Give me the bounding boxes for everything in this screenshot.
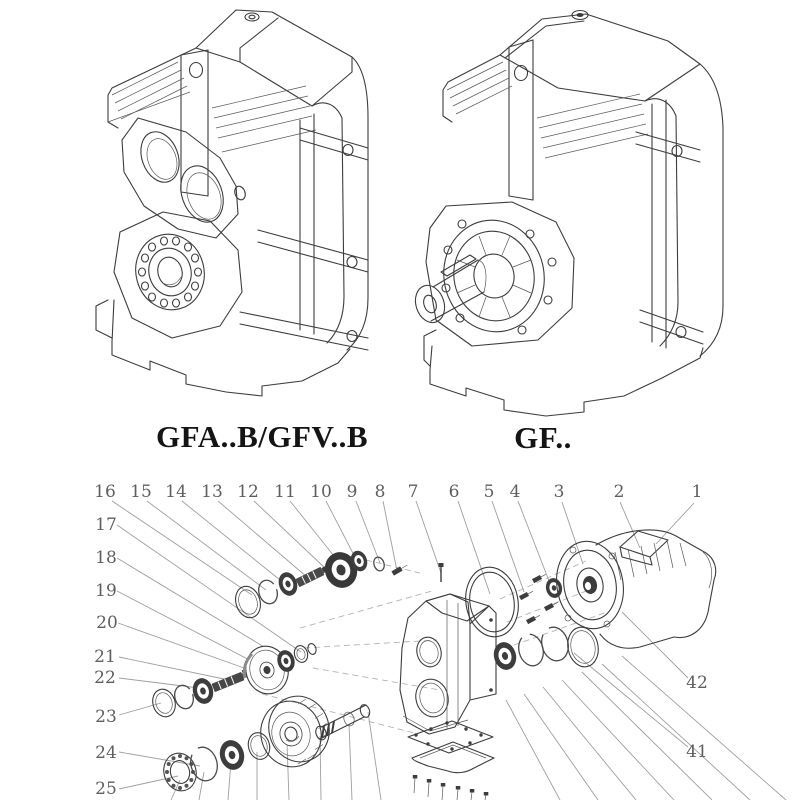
model-label-left: GFA..B/GFV..B: [155, 419, 369, 454]
part-callout-21: 21: [94, 647, 116, 667]
part-callout-17: 17: [95, 515, 117, 535]
cooling-fins-left: [108, 62, 190, 122]
retaining-ring: [256, 578, 281, 606]
ball-bearing: [217, 737, 248, 772]
part-callout-5: 5: [483, 482, 495, 502]
roller-bearing: [160, 750, 201, 795]
part-callout-25: 25: [95, 779, 117, 799]
bore-opening-upper: [134, 126, 186, 187]
leader-lines: [112, 501, 786, 800]
ball-bearing: [276, 570, 301, 598]
part-callout-15: 15: [130, 482, 152, 502]
part-callout-1: 1: [691, 482, 703, 502]
washer: [293, 644, 310, 664]
bore-opening-lower: [173, 160, 230, 228]
oil-pan-cover: [412, 742, 494, 773]
part-callout-10: 10: [310, 482, 332, 502]
input-shaft-parts: [232, 548, 444, 621]
base-feet: [430, 346, 703, 416]
part-callout-2: 2: [613, 482, 625, 502]
part-callout-14: 14: [165, 482, 187, 502]
part-callout-16: 16: [94, 482, 116, 502]
output-flange-face: [426, 202, 574, 346]
part-callout-3: 3: [553, 482, 565, 502]
part-callout-20: 20: [96, 613, 118, 633]
cooling-fins-left: [447, 62, 512, 114]
part-callout-8: 8: [374, 482, 386, 502]
cooling-fins-right: [537, 94, 648, 158]
gear-housing: [400, 594, 496, 734]
pan-bolts: [413, 775, 489, 800]
circlip: [372, 556, 386, 572]
ball-bearing: [190, 676, 216, 706]
part-callout-4: 4: [509, 482, 521, 502]
top-screw-plug: [245, 13, 259, 21]
part-callout-18: 18: [95, 548, 117, 568]
part-callout-9: 9: [346, 482, 358, 502]
part-callout-13: 13: [201, 482, 223, 502]
model-label-right: GF..: [514, 420, 572, 455]
oil-seal: [149, 686, 179, 719]
motor-flange: [550, 536, 630, 634]
shim-rings: [491, 624, 602, 672]
exploded-parts-diagram: [94, 482, 786, 800]
part-callout-22: 22: [94, 668, 116, 688]
part-callouts: [94, 482, 708, 799]
washer: [245, 730, 272, 762]
vent-plug: [439, 563, 444, 582]
part-callout-24: 24: [95, 743, 117, 763]
gear-unit-drawing-gfa-b: [96, 10, 368, 396]
part-callout-42: 42: [686, 673, 708, 693]
gear-unit-drawing-gf: [411, 11, 723, 417]
motor-bearing: [544, 577, 564, 600]
part-callout-6: 6: [448, 482, 460, 502]
part-callout-41: 41: [686, 742, 708, 762]
spacer-ring: [307, 643, 318, 656]
part-callout-7: 7: [407, 482, 419, 502]
part-callout-12: 12: [237, 482, 259, 502]
part-callout-19: 19: [95, 581, 117, 601]
part-callout-23: 23: [95, 707, 117, 727]
part-callout-11: 11: [274, 482, 296, 502]
intermediate-shaft-parts: [149, 641, 317, 719]
motor: [550, 530, 716, 648]
